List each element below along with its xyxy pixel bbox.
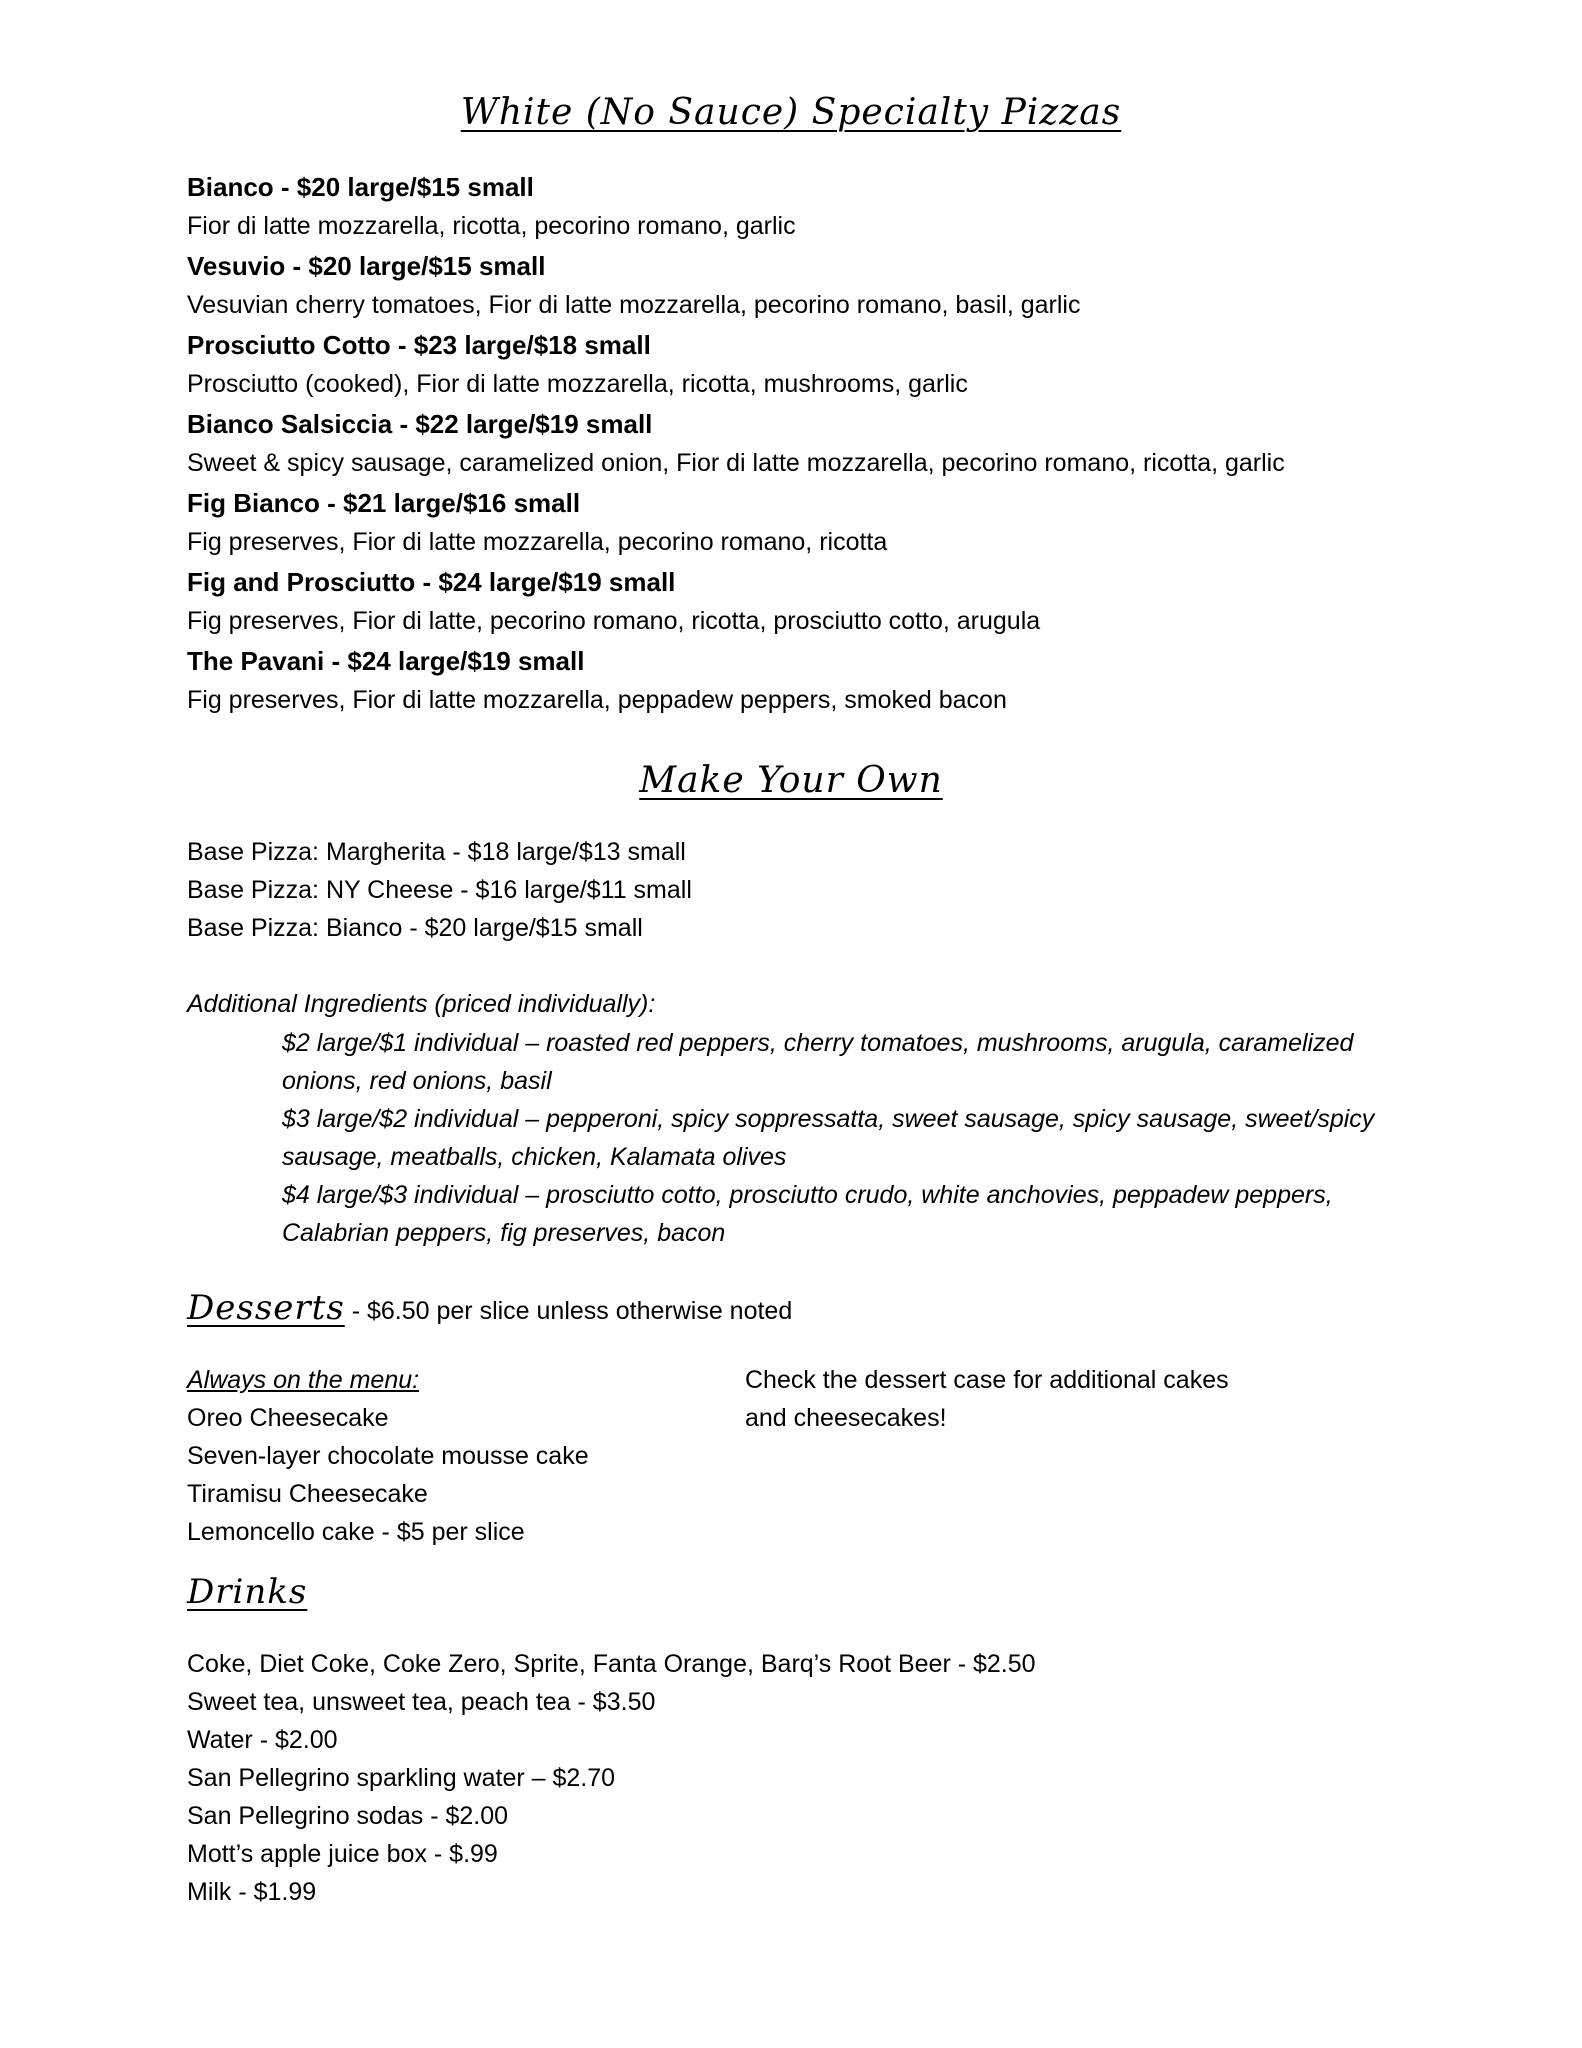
make-your-own-title: Make Your Own [639, 760, 943, 801]
drink-item: San Pellegrino sodas - $2.00 [187, 1802, 509, 1830]
pizza-name: Prosciutto Cotto - $23 large/$18 small [187, 330, 651, 360]
always-on-menu-label: Always on the menu: [187, 1366, 420, 1394]
ingredient-tier: $4 large/$3 individual – prosciutto cotto, prosciutto crudo, white anchovies, peppadew peppers, Calabrian peppers, fig preserves, bacon [282, 1181, 1333, 1247]
dessert-item: Oreo Cheesecake [187, 1404, 389, 1432]
desserts-heading [187, 1288, 792, 1328]
pizza-name: Bianco - $20 large/$15 small [187, 172, 534, 202]
drinks-title: Drinks [187, 1572, 308, 1612]
drink-item: Mott’s apple juice box - $.99 [187, 1840, 498, 1868]
base-pizza-line: Base Pizza: NY Cheese - $16 large/$11 small [187, 876, 692, 904]
pizza-name: Fig Bianco - $21 large/$16 small [187, 488, 581, 518]
desserts-note: - $6.50 per slice unless otherwise noted [344, 1297, 793, 1325]
pizza-name: Fig and Prosciutto - $24 large/$19 small [187, 567, 676, 597]
desserts-title: Desserts [187, 1288, 345, 1328]
dessert-item: Tiramisu Cheesecake [187, 1480, 428, 1508]
pizza-desc: Fig preserves, Fior di latte mozzarella, pecorino romano, ricotta [187, 528, 888, 556]
pizza-name: Bianco Salsiccia - $22 large/$19 small [187, 409, 653, 439]
ingredient-tier: $3 large/$2 individual – pepperoni, spicy soppressatta, sweet sausage, spicy sausage, sweet/spicy sausage, meatballs, chicken, Kalamata olives [282, 1105, 1375, 1171]
dessert-item: Seven-layer chocolate mousse cake [187, 1442, 589, 1470]
dessert-case-note: and cheesecakes! [745, 1404, 947, 1432]
dessert-item: Lemoncello cake - $5 per slice [187, 1518, 525, 1546]
specialty-title: White (No Sauce) Specialty Pizzas [460, 92, 1122, 133]
dessert-case-note: Check the dessert case for additional cakes [745, 1366, 1229, 1394]
pizza-desc: Fior di latte mozzarella, ricotta, pecorino romano, garlic [187, 212, 796, 240]
pizza-desc: Vesuvian cherry tomatoes, Fior di latte mozzarella, pecorino romano, basil, garlic [187, 291, 1081, 319]
drink-item: Sweet tea, unsweet tea, peach tea - $3.50 [187, 1688, 656, 1716]
pizza-name: Vesuvio - $20 large/$15 small [187, 251, 546, 281]
drink-item: Milk - $1.99 [187, 1878, 317, 1906]
base-pizza-line: Base Pizza: Bianco - $20 large/$15 small [187, 914, 643, 942]
pizza-desc: Fig preserves, Fior di latte, pecorino romano, ricotta, prosciutto cotto, arugula [187, 607, 1041, 635]
additional-ingredients-label: Additional Ingredients (priced individually): [187, 990, 656, 1018]
pizza-desc: Fig preserves, Fior di latte mozzarella, peppadew peppers, smoked bacon [187, 686, 1007, 714]
drink-item: Coke, Diet Coke, Coke Zero, Sprite, Fanta Orange, Barq’s Root Beer - $2.50 [187, 1650, 1036, 1678]
ingredient-tier: $2 large/$1 individual – roasted red peppers, cherry tomatoes, mushrooms, arugula, caramelized onions, red onions, basil [282, 1029, 1354, 1095]
pizza-desc: Sweet & spicy sausage, caramelized onion, Fior di latte mozzarella, pecorino romano, ricotta, garlic [187, 449, 1285, 477]
pizza-desc: Prosciutto (cooked), Fior di latte mozzarella, ricotta, mushrooms, garlic [187, 370, 968, 398]
base-pizza-line: Base Pizza: Margherita - $18 large/$13 small [187, 838, 686, 866]
drink-item: Water - $2.00 [187, 1726, 338, 1754]
pizza-name: The Pavani - $24 large/$19 small [187, 646, 585, 676]
drink-item: San Pellegrino sparkling water – $2.70 [187, 1764, 616, 1792]
